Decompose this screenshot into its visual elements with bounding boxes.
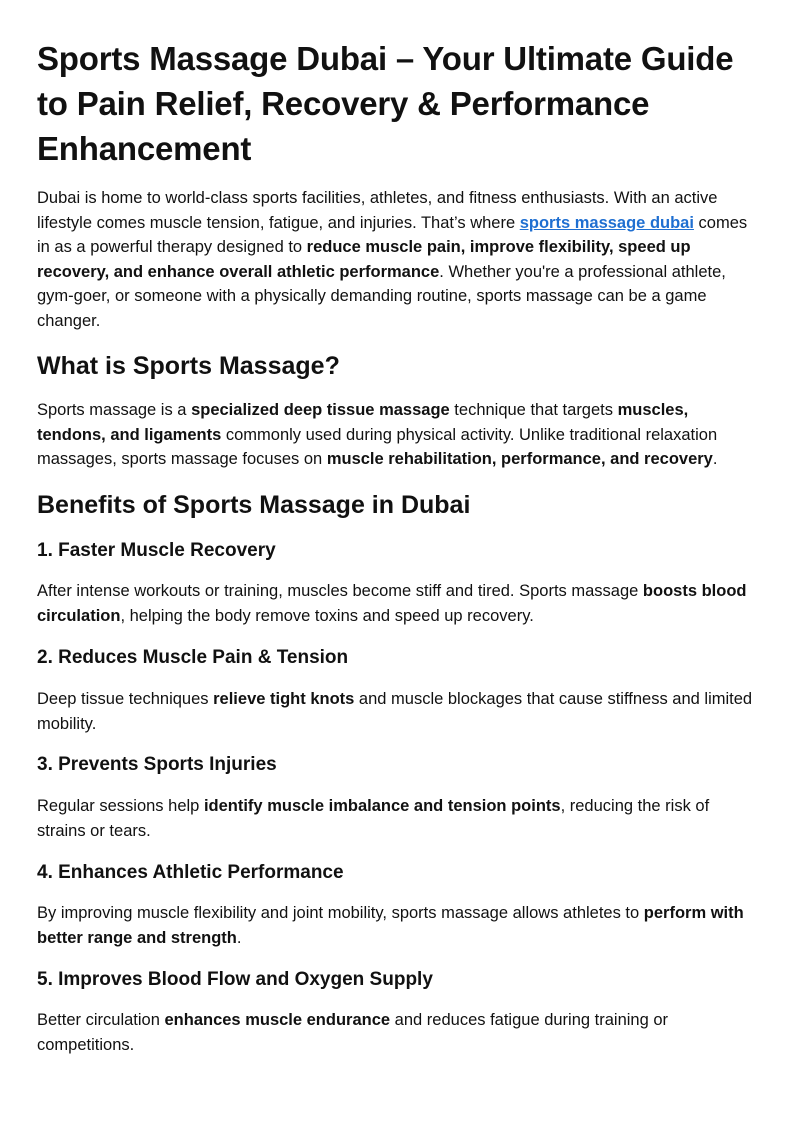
benefit-heading: 1. Faster Muscle Recovery bbox=[37, 540, 276, 561]
benefit-bold: boosts blood circulation bbox=[37, 582, 747, 625]
benefit-text: and reduces fatigue during training or competitions. bbox=[37, 1011, 669, 1054]
benefit-text: and muscle blockages that cause stiffness and limited mobility. bbox=[37, 690, 753, 733]
benefit-bold: perform with better range and strength bbox=[37, 904, 744, 947]
what-bold-3: muscle rehabilitation, performance, and recovery bbox=[326, 450, 713, 468]
benefit-heading: 5. Improves Blood Flow and Oxygen Supply bbox=[37, 969, 433, 990]
benefit-paragraph bbox=[37, 579, 759, 628]
intro-text-2: comes in as a powerful therapy designed to bbox=[37, 213, 748, 256]
benefit-heading: 4. Enhances Athletic Performance bbox=[37, 862, 344, 883]
benefit-text: . bbox=[236, 928, 242, 947]
what-bold-2: muscles, tendons, and ligaments bbox=[37, 401, 689, 444]
benefit-heading: 2. Reduces Muscle Pain & Tension bbox=[37, 647, 349, 668]
benefit-heading: 3. Prevents Sports Injuries bbox=[37, 754, 277, 775]
benefit-text: After intense workouts or training, muscles become stiff and tired. Sports massage bbox=[37, 582, 643, 600]
what-bold-1: specialized deep tissue massage bbox=[191, 401, 450, 419]
intro-text-3: . Whether you're a professional athlete, gym-goer, or someone with a physically demanding routine, sports massage can be a game changer. bbox=[37, 262, 726, 330]
what-text-2: technique that targets bbox=[449, 401, 618, 419]
sports-massage-dubai-link[interactable]: sports massage dubai bbox=[519, 213, 694, 232]
benefit-bold: relieve tight knots bbox=[213, 690, 355, 708]
what-text-1: Sports massage is a bbox=[37, 401, 192, 419]
benefit-paragraph bbox=[37, 901, 759, 950]
benefit-text: Deep tissue techniques bbox=[37, 690, 214, 708]
what-text-3: commonly used during physical activity. Unlike traditional relaxation massages, sports massage focuses on bbox=[37, 425, 718, 468]
benefit-bold: identify muscle imbalance and tension points bbox=[203, 797, 561, 815]
benefit-paragraph bbox=[37, 687, 759, 736]
intro-paragraph bbox=[37, 186, 759, 333]
what-text-4: . bbox=[712, 450, 718, 468]
benefits-heading: Benefits of Sports Massage in Dubai bbox=[37, 491, 471, 519]
intro-text-1: Dubai is home to world-class sports facilities, athletes, and fitness enthusiasts. With an active lifestyle comes muscle tension, fatigue, and injuries. That’s where bbox=[37, 189, 718, 232]
benefit-text: Regular sessions help bbox=[37, 797, 204, 815]
benefit-text: By improving muscle flexibility and joint mobility, sports massage allows athletes to bbox=[37, 904, 644, 922]
what-is-heading: What is Sports Massage? bbox=[37, 352, 340, 380]
benefit-text: , reducing the risk of strains or tears. bbox=[37, 797, 710, 840]
benefit-text: , helping the body remove toxins and speed up recovery. bbox=[120, 606, 534, 625]
benefit-paragraph bbox=[37, 794, 759, 843]
what-is-paragraph bbox=[37, 398, 759, 472]
benefit-bold: enhances muscle endurance bbox=[164, 1011, 391, 1029]
page-title: Sports Massage Dubai – Your Ultimate Guide to Pain Relief, Recovery & Performance Enhancement bbox=[37, 40, 734, 167]
benefit-text: Better circulation bbox=[37, 1011, 165, 1029]
intro-bold-1: reduce muscle pain, improve flexibility, speed up recovery, and enhance overall athletic performance bbox=[37, 238, 691, 281]
benefit-paragraph bbox=[37, 1008, 759, 1057]
